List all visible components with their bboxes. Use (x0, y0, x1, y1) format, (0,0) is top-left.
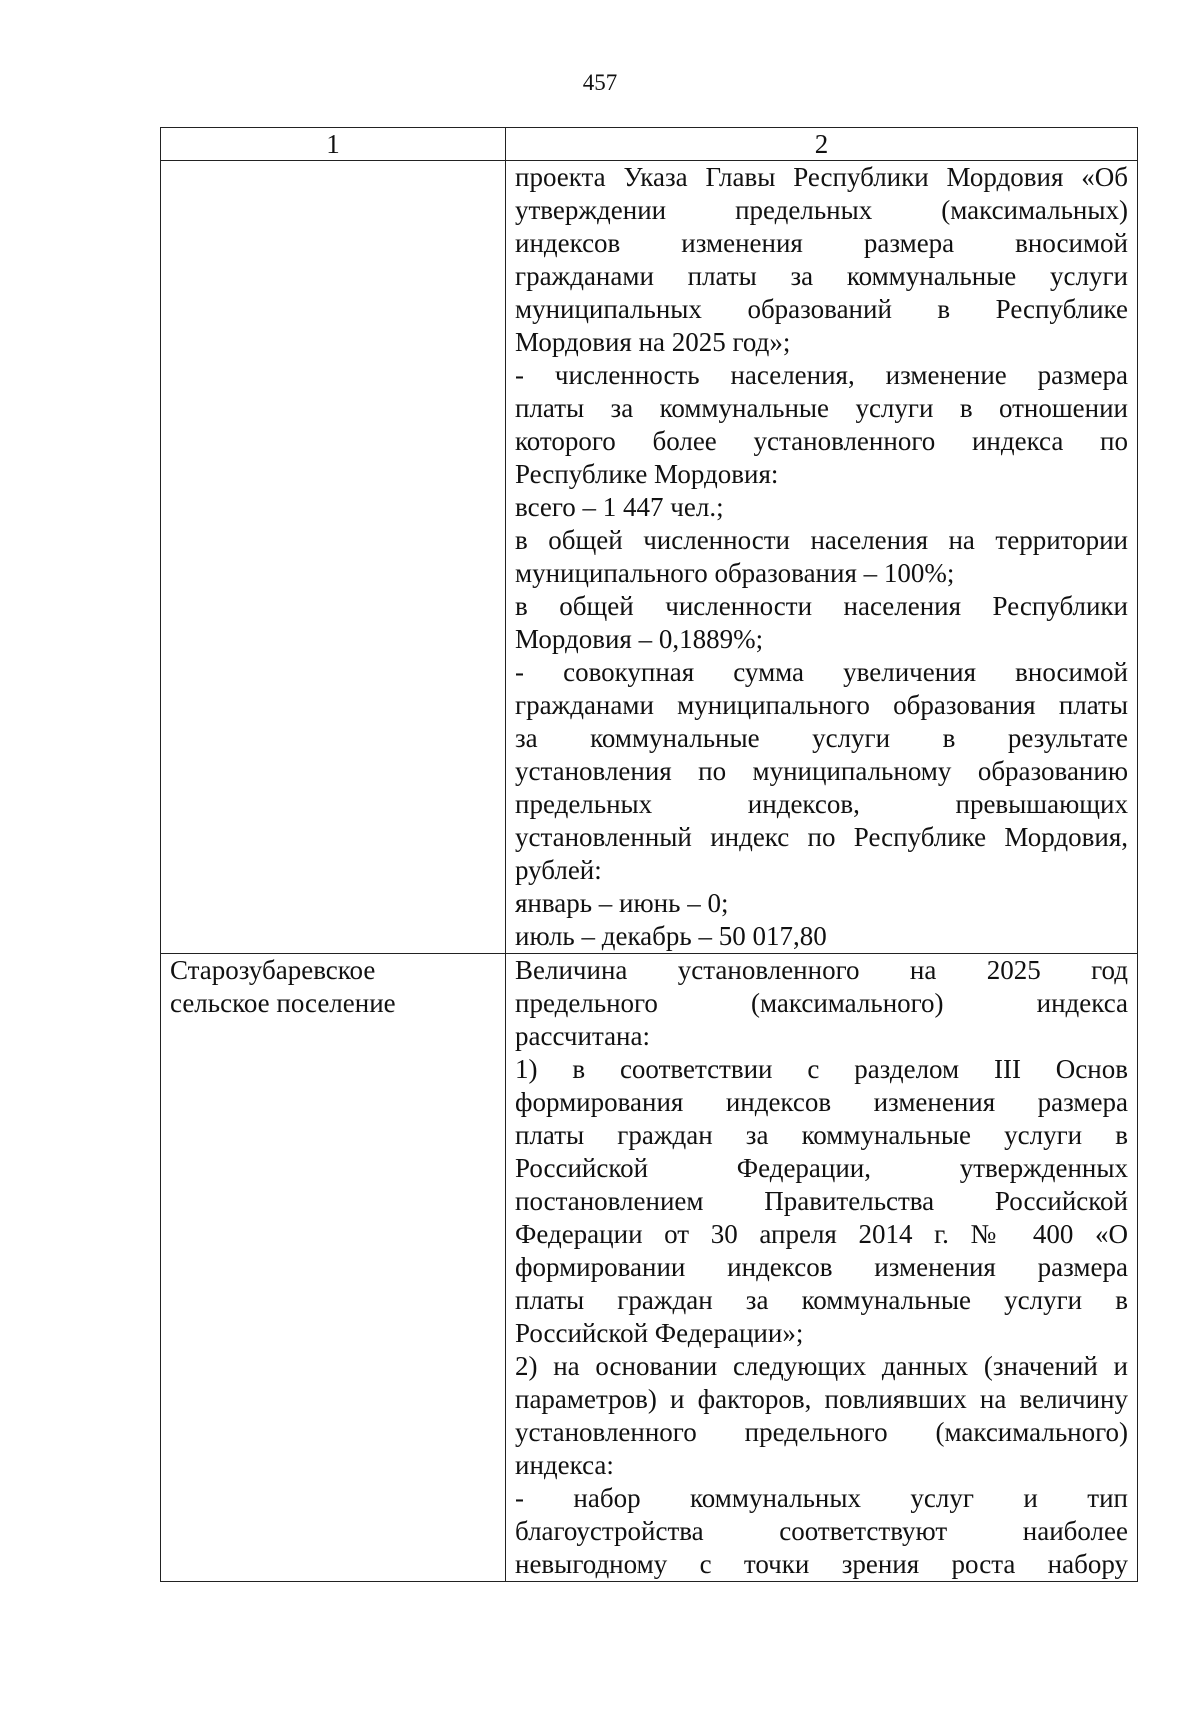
description-line: невыгодному с точки зрения роста набору (515, 1549, 1128, 1579)
description-line: проекта Указа Главы Республики Мордовия «Об (515, 162, 1128, 192)
municipality-cell: Старозубаревское сельское поселение (161, 954, 506, 1582)
description-line: в общей численности населения Республики (515, 591, 1128, 621)
description-line: рассчитана: (515, 1021, 650, 1051)
description-line: платы за коммунальные услуги в отношении (515, 393, 1128, 423)
description-line: индекса: (515, 1450, 614, 1480)
description-line: 1) в соответствии с разделом III Основ (515, 1054, 1128, 1084)
description-line: - совокупная сумма увеличения вносимой (515, 657, 1128, 687)
description-line: предельных индексов, превышающих (515, 789, 1128, 819)
description-line: утверждении предельных (максимальных) (515, 195, 1128, 225)
description-line: январь – июнь – 0; (515, 888, 729, 918)
description-line: Российской Федерации, утвержденных (515, 1153, 1128, 1183)
table-header-row (161, 128, 1138, 161)
description-line: Мордовия – 0,1889%; (515, 624, 764, 654)
description-line: всего – 1 447 чел.; (515, 492, 724, 522)
description-line: параметров) и факторов, повлиявших на величину (515, 1384, 1128, 1414)
column-header-1: 1 (161, 128, 506, 161)
column-header-2: 2 (506, 128, 1138, 161)
description-line: муниципального образования – 100%; (515, 558, 955, 588)
description-line: установленного предельного (максимального) (515, 1417, 1128, 1447)
table-row (161, 161, 1138, 954)
description-line: установления по муниципальному образованию (515, 756, 1128, 786)
description-line: гражданами платы за коммунальные услуги (515, 261, 1128, 291)
description-line: Мордовия на 2025 год»; (515, 327, 791, 357)
description-line: индексов изменения размера вносимой (515, 228, 1128, 258)
description-line: Республике Мордовия: (515, 459, 779, 489)
document-table (160, 127, 1138, 1582)
description-line: Федерации от 30 апреля 2014 г. № 400 «О (515, 1219, 1128, 1249)
description-line: рублей: (515, 855, 602, 885)
description-line: установленный индекс по Республике Мордовия, (515, 822, 1128, 852)
description-line: платы граждан за коммунальные услуги в (515, 1120, 1128, 1150)
description-line: в общей численности населения на территории (515, 525, 1128, 555)
description-line: Величина установленного на 2025 год (515, 955, 1128, 985)
description-line: благоустройства соответствуют наиболее (515, 1516, 1128, 1546)
description-cell (506, 954, 1138, 1582)
description-line: которого более установленного индекса по (515, 426, 1128, 456)
municipality-cell (161, 161, 506, 954)
page-number: 457 (582, 70, 618, 95)
description-line: постановлением Правительства Российской (515, 1186, 1128, 1216)
description-cell (506, 161, 1138, 954)
description-line: 2) на основании следующих данных (значений и (515, 1351, 1128, 1381)
description-line: июль – декабрь – 50 017,80 (515, 921, 827, 951)
description-line: Российской Федерации»; (515, 1318, 804, 1348)
description-line: формировании индексов изменения размера (515, 1252, 1128, 1282)
description-line: предельного (максимального) индекса (515, 988, 1128, 1018)
description-line: за коммунальные услуги в результате (515, 723, 1128, 753)
description-line: - набор коммунальных услуг и тип (515, 1483, 1128, 1513)
description-line: формирования индексов изменения размера (515, 1087, 1128, 1117)
description-line: - численность населения, изменение размера (515, 360, 1128, 390)
description-line: платы граждан за коммунальные услуги в (515, 1285, 1128, 1315)
table-row (161, 954, 1138, 1582)
description-line: муниципальных образований в Республике (515, 294, 1128, 324)
description-line: гражданами муниципального образования платы (515, 690, 1128, 720)
